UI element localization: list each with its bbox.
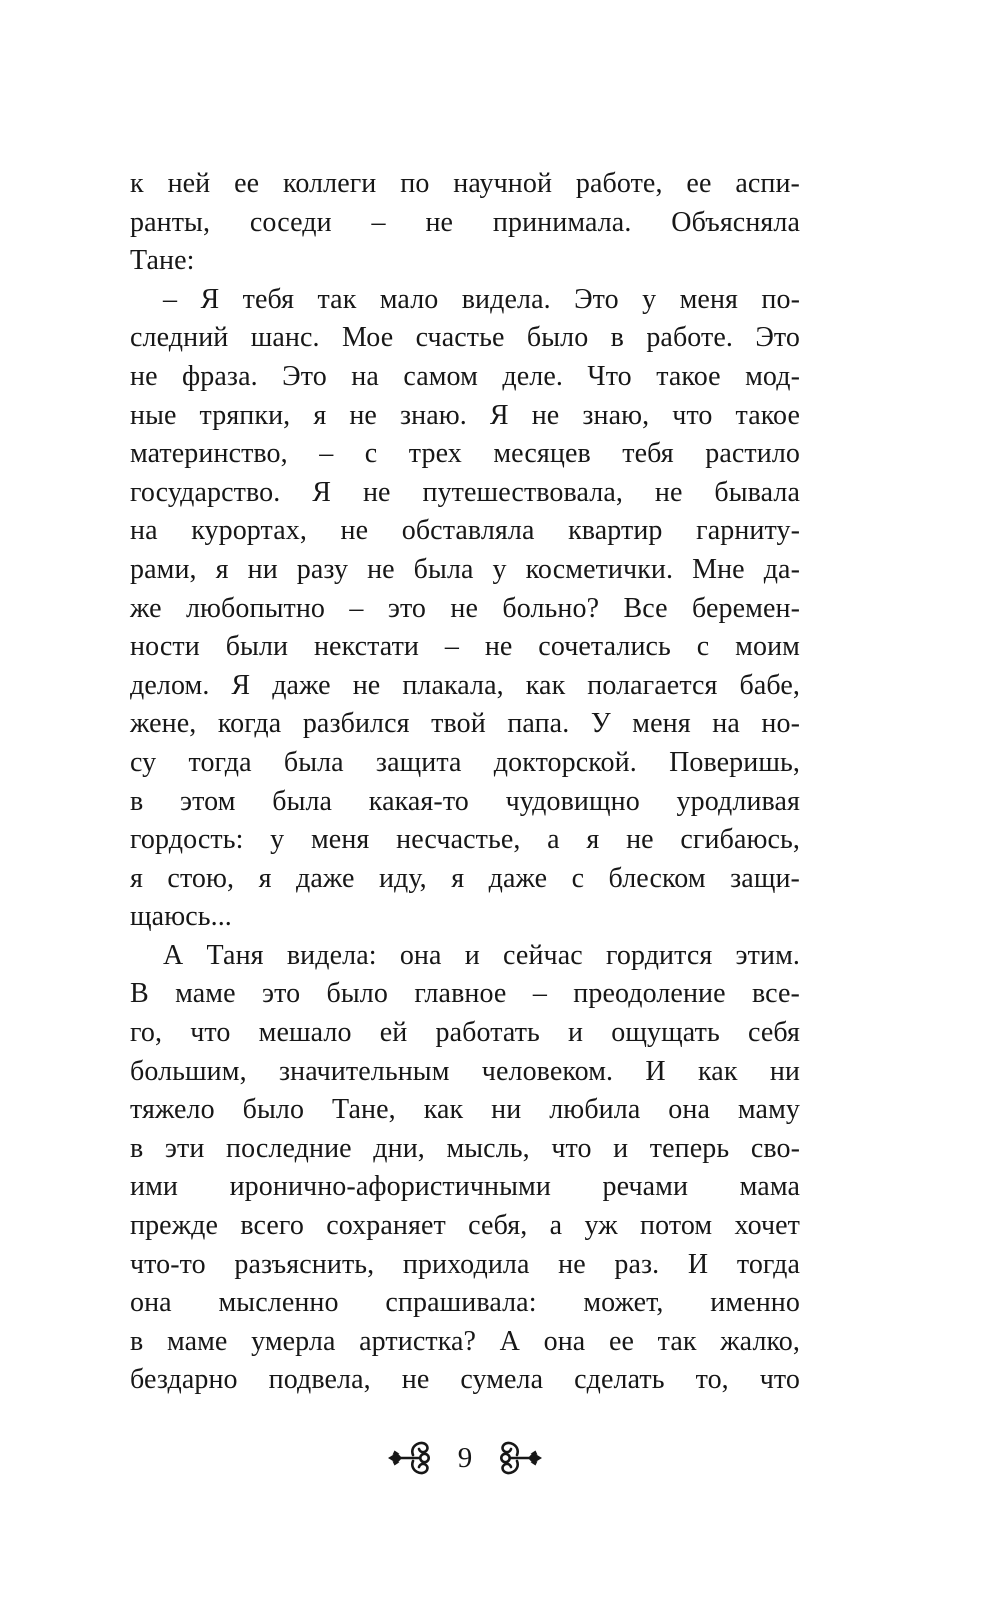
text-line: в маме умерла артистка? А она ее так жалко, bbox=[130, 1325, 800, 1357]
text-line: в этом была какая-то чудовищно уродливая bbox=[130, 785, 800, 817]
text-line: большим, значительным человеком. И как ни bbox=[130, 1055, 800, 1087]
text-line: ные тряпки, я не знаю. Я не знаю, что такое bbox=[130, 399, 800, 431]
text-line: прежде всего сохраняет себя, а уж потом хочет bbox=[130, 1210, 800, 1242]
text-line: – Я тебя так мало видела. Это у меня по- bbox=[163, 283, 800, 315]
text-line: делом. Я даже не плакала, как полагается бабе, bbox=[130, 669, 800, 701]
text-line: го, что мешало ей работать и ощущать себя bbox=[130, 1017, 800, 1049]
text-line: следний шанс. Мое счастье было в работе. Это bbox=[130, 322, 800, 354]
text-line: материнство, – с трех месяцев тебя растило bbox=[130, 438, 800, 470]
text-line: к ней ее коллеги по научной работе, ее аспи- bbox=[130, 168, 800, 199]
text-line: же любопытно – это не больно? Все беремен- bbox=[130, 592, 800, 624]
text-line: су тогда была защита докторской. Поверишь, bbox=[130, 746, 800, 778]
fleuron-left-icon bbox=[386, 1438, 438, 1478]
text-line: гордость: у меня несчастье, а я не сгибаюсь, bbox=[130, 824, 800, 856]
text-line: бездарно подвела, не сумела сделать то, что bbox=[130, 1364, 800, 1396]
text-line: в эти последние дни, мысль, что и теперь сво- bbox=[130, 1132, 800, 1164]
text-line: ими иронично-афористичными речами мама bbox=[130, 1171, 800, 1203]
page-footer bbox=[130, 1436, 800, 1480]
text-line: тяжело было Тане, как ни любила она маму bbox=[130, 1094, 800, 1126]
text-line: Тане: bbox=[130, 245, 195, 277]
text-line: А Таня видела: она и сейчас гордится этим. bbox=[163, 939, 800, 971]
text-line: на курортах, не обставляла квартир гарниту- bbox=[130, 515, 800, 547]
text-line: ности были некстати – не сочетались с моим bbox=[130, 631, 800, 663]
text-line: не фраза. Это на самом деле. Что такое мод- bbox=[130, 360, 800, 392]
text-line: я стою, я даже иду, я даже с блеском защи- bbox=[130, 862, 800, 894]
text-line: В маме это было главное – преодоление все- bbox=[130, 978, 800, 1010]
fleuron-right-icon bbox=[492, 1438, 544, 1478]
text-line: что-то разъяснить, приходила не раз. И тогда bbox=[130, 1248, 800, 1280]
text-line: государство. Я не путешествовала, не бывала bbox=[130, 476, 800, 508]
page-number: 9 bbox=[457, 1441, 473, 1474]
text-line: щаюсь... bbox=[130, 901, 232, 933]
text-line: жене, когда разбился твой папа. У меня на но- bbox=[130, 708, 800, 740]
text-line: рами, я ни разу не была у косметички. Мне да- bbox=[130, 553, 800, 585]
page-text bbox=[130, 165, 800, 1400]
text-line: ранты, соседи – не принимала. Объясняла bbox=[130, 206, 800, 238]
text-line: она мысленно спрашивала: может, именно bbox=[130, 1287, 800, 1319]
